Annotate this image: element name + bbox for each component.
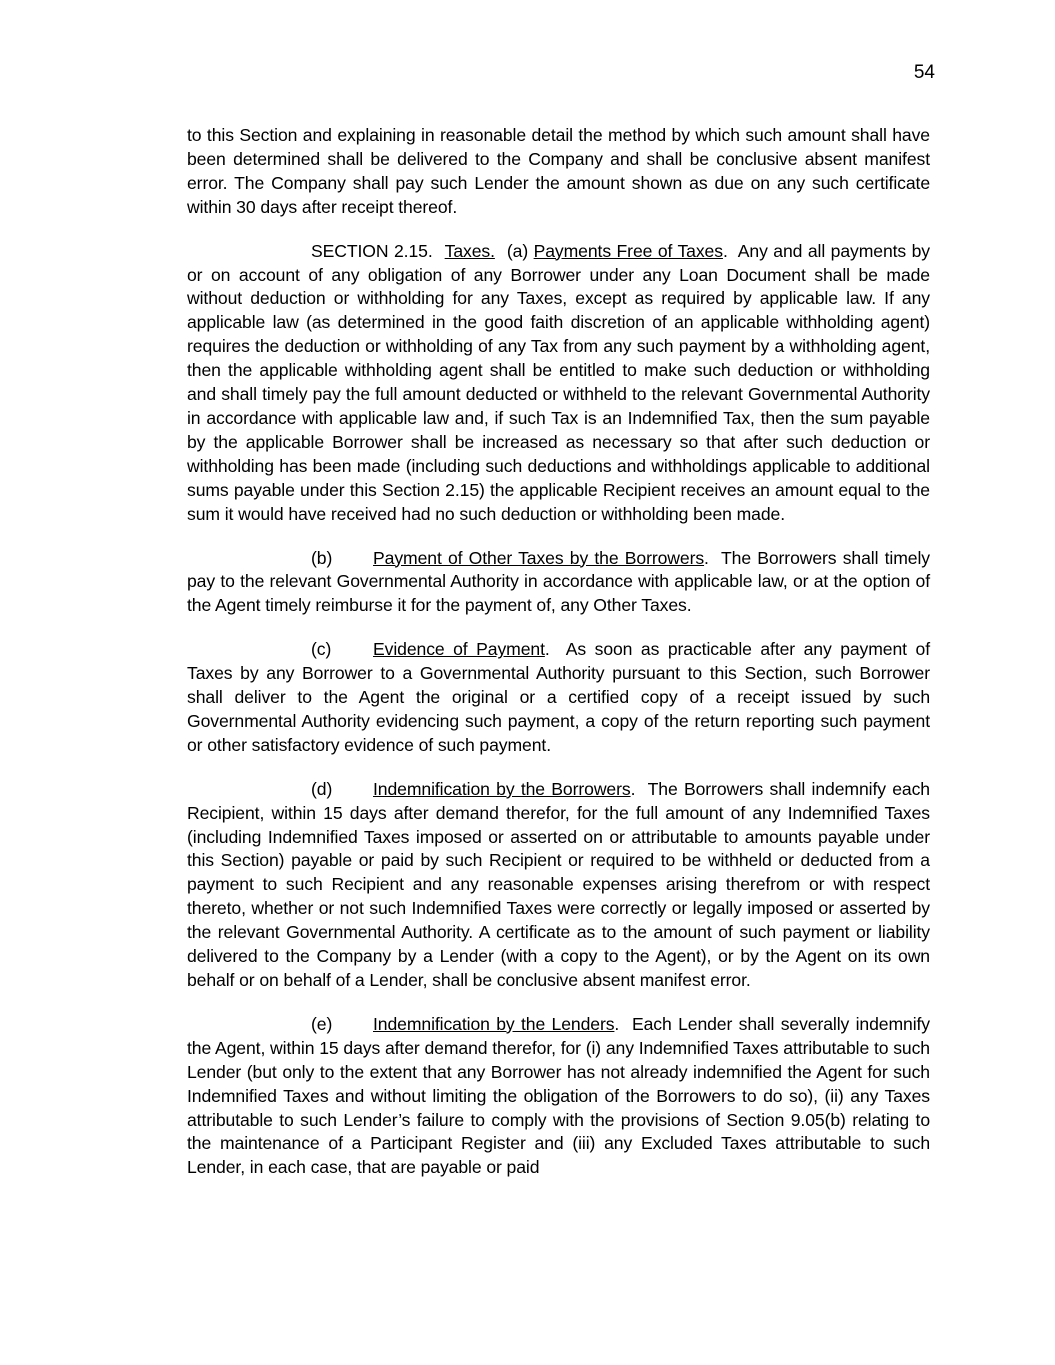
subsection-title: Payment of Other Taxes by the Borrowers — [373, 547, 705, 568]
subsection-b: (b) Payment of Other Taxes by the Borrowers. The Borrowers shall timely pay to the relevant Governmental Authority in accordance with applicable law, or at the option of the Agent timely reimburse it for the payment of, any Other Taxes. — [187, 547, 930, 616]
subsection-label: (a) — [506, 240, 529, 261]
paragraph-text: to this Section and explaining in reasonable detail the method by which such amount shall have been determined shall be delivered to the Company and shall be conclusive absent manifest error. The Company shall pay such Lender the amount shown as due on any such certificate within 30 days after receipt thereof. — [187, 125, 930, 217]
subsection-label: (d) — [311, 778, 333, 799]
subsection-title: Payments Free of Taxes — [533, 240, 723, 261]
subsection-e: (e) Indemnification by the Lenders. Each Lender shall severally indemnify the Agent, within 15 days after demand therefor, for (i) any Indemnified Taxes attributable to such Lender (but only to the extent that any Borrower has not already indemnified the Agent for such Indemnified Taxes and without limiting the obligation of the Borrowers to do so), (ii) any Taxes attributable to such Lender’s failure to comply with the provisions of Section 9.05(b) relating to the maintenance of a Participant Register and (iii) any Excluded Taxes attributable to such Lender, in each case, that are payable or paid — [187, 1013, 931, 1178]
subsection-body: Any and all payments by or on account of any obligation of any Borrower under any Loan Document shall be made without deduction or withholding for any Taxes, except as required by applicable law. If any applicable law (as determined in the good faith discretion of an applicable withholding agent) requires the deduction or withholding of any Tax from any such payment by a withholding agent, then the applicable withholding agent shall be entitled to make such deduction or withholding and shall timely pay the full amount deducted or withheld to the relevant Governmental Authority in accordance with applicable law and, if such Tax is an Indemnified Tax, then the sum payable by the applicable Borrower shall be increased as necessary so that after such deduction or withholding has been made (including such deductions and withholdings applicable to additional sums payable under this Section 2.15) the applicable Recipient receives an amount equal to the sum it would have received had no such deduction or withholding been made. — [187, 240, 931, 524]
subsection-title: Indemnification by the Borrowers — [373, 778, 631, 799]
subsection-d: (d) Indemnification by the Borrowers. The Borrowers shall indemnify each Recipient, within 15 days after demand therefor, for the full amount of any Indemnified Taxes (including Indemnified Taxes imposed or asserted on or attributable to amounts payable under this Section) payable or paid by such Recipient or required to be withheld or deducted from a payment to such Recipient and any reasonable expenses arising therefrom or with respect thereto, whether or not such Indemnified Taxes were correctly or legally imposed or asserted by the relevant Governmental Authority. A certificate as to the amount of such payment or liability delivered to the Company by a Lender (with a copy to the Agent), or by the Agent on its own behalf or on behalf of a Lender, shall be conclusive absent manifest error. — [187, 778, 930, 990]
subsection-label: (e) — [311, 1013, 333, 1034]
subsection-c: (c) Evidence of Payment. As soon as practicable after any payment of Taxes by any Borrower to a Governmental Authority pursuant to this Section, such Borrower shall deliver to the Agent the original or a certified copy of a receipt issued by such Governmental Authority evidencing such payment, a copy of the return reporting such payment or other satisfactory evidence of such payment. — [187, 639, 930, 755]
subsection-body: As soon as practicable after any payment of Taxes by any Borrower to a Governmental Authority pursuant to this Section, such Borrower shall deliver to the Agent the original or a certified copy of a receipt issued by such Governmental Authority evidencing such payment, a copy of the return reporting such payment or other satisfactory evidence of such payment. — [187, 639, 930, 755]
subsection-title: Evidence of Payment — [373, 639, 545, 660]
subsection-body: The Borrowers shall indemnify each Recipient, within 15 days after demand therefor, for the full amount of any Indemnified Taxes (including Indemnified Taxes imposed or asserted on or attributable to amounts payable under this Section) payable or paid by such Recipient or required to be withheld or deducted from a payment to such Recipient and any reasonable expenses arising therefrom or with respect thereto, whether or not such Indemnified Taxes were correctly or legally imposed or asserted by the relevant Governmental Authority. A certificate as to the amount of such payment or liability delivered to the Company by a Lender (with a copy to the Agent), or by the Agent on its own behalf or on behalf of a Lender, shall be conclusive absent manifest error. — [187, 778, 930, 990]
subsection-title: Indemnification by the Lenders — [373, 1013, 615, 1034]
document-body — [187, 124, 930, 1200]
subsection-body: Each Lender shall severally indemnify the Agent, within 15 days after demand therefor, for (i) any Indemnified Taxes attributable to such Lender (but only to the extent that any Borrower has not already indemnified the Agent for such Indemnified Taxes and without limiting the obligation of the Borrowers to do so), (ii) any Taxes attributable to such Lender’s failure to comply with the provisions of Section 9.05(b) relating to the maintenance of a Participant Register and (iii) any Excluded Taxes attributable to such Lender, in each case, that are payable or paid — [187, 1013, 931, 1178]
section-heading: SECTION 2.15. — [311, 240, 433, 261]
subsection-label: (c) — [311, 639, 332, 660]
page-number: 54 — [913, 62, 935, 83]
section-title: Taxes. — [444, 240, 495, 261]
section-2-15-paragraph: SECTION 2.15. Taxes. (a) Payments Free of Taxes. Any and all payments by or on account of any obligation of any Borrower under any Loan Document shall be made without deduction or withholding for any Taxes, except as required by applicable law. If any applicable law (as determined in the good faith discretion of an applicable withholding agent) requires the deduction or withholding of any Tax from any such payment by a withholding agent, then the applicable withholding agent shall be entitled to make such deduction or withholding and shall timely pay the full amount deducted or withheld to the relevant Governmental Authority in accordance with applicable law and, if such Tax is an Indemnified Tax, then the sum payable by the applicable Borrower shall be increased as necessary so that after such deduction or withholding has been made (including such deductions and withholdings applicable to additional sums payable under this Section 2.15) the applicable Recipient receives an amount equal to the sum it would have received had no such deduction or withholding been made. — [187, 240, 931, 524]
subsection-label: (b) — [311, 547, 333, 568]
subsection-body: The Borrowers shall timely pay to the relevant Governmental Authority in accordance with applicable law, or at the option of the Agent timely reimburse it for the payment of, any Other Taxes. — [187, 547, 930, 616]
paragraph-continuation — [187, 124, 930, 220]
